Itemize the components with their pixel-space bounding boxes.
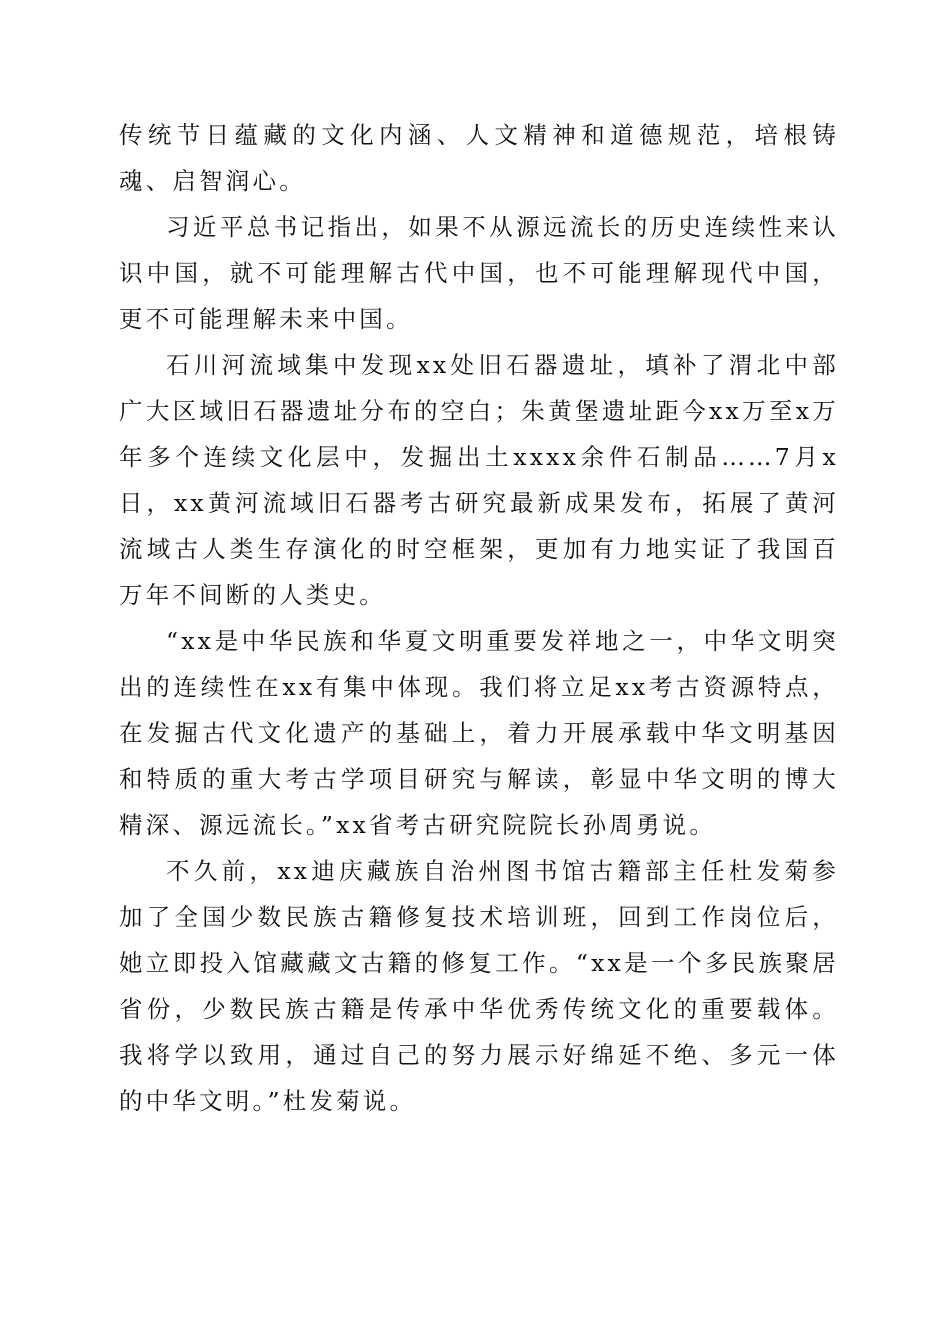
document-body (119, 112, 839, 1124)
paragraph: 石川河流域集中发现xx处旧石器遗址，填补了渭北中部广大区域旧石器遗址分布的空白；朱黄堡遗址距今xx万至x万年多个连续文化层中，发掘出土xxxx余件石制品……7月x日，xx黄河流域旧石器考古研究最新成果发布，拓展了黄河流域古人类生存演化的时空框架，更加有力地实证了我国百万年不间断的人类史。 (119, 351, 839, 609)
paragraph: “xx是中华民族和华夏文明重要发祥地之一，中华文明突出的连续性在xx有集中体现。我们将立足xx考古资源特点，在发掘古代文化遗产的基础上，着力开展承载中华文明基因和特质的重大考古学项目研究与解读，彰显中华文明的博大精深、源远流长。”xx省考古研究院院长孙周勇说。 (119, 627, 839, 839)
paragraph: 习近平总书记指出，如果不从源远流长的历史连续性来认识中国，就不可能理解古代中国，也不可能理解现代中国，更不可能理解未来中国。 (119, 213, 839, 333)
paragraph-continuation: 传统节日蕴藏的文化内涵、人文精神和道德规范，培根铸魂、启智润心。 (119, 121, 839, 195)
paragraph: 不久前，xx迪庆藏族自治州图书馆古籍部主任杜发菊参加了全国少数民族古籍修复技术培训班，回到工作岗位后，她立即投入馆藏藏文古籍的修复工作。“xx是一个多民族聚居省份，少数民族古籍是传承中华优秀传统文化的重要载体。我将学以致用，通过自己的努力展示好绵延不绝、多元一体的中华文明。”杜发菊说。 (119, 857, 839, 1115)
